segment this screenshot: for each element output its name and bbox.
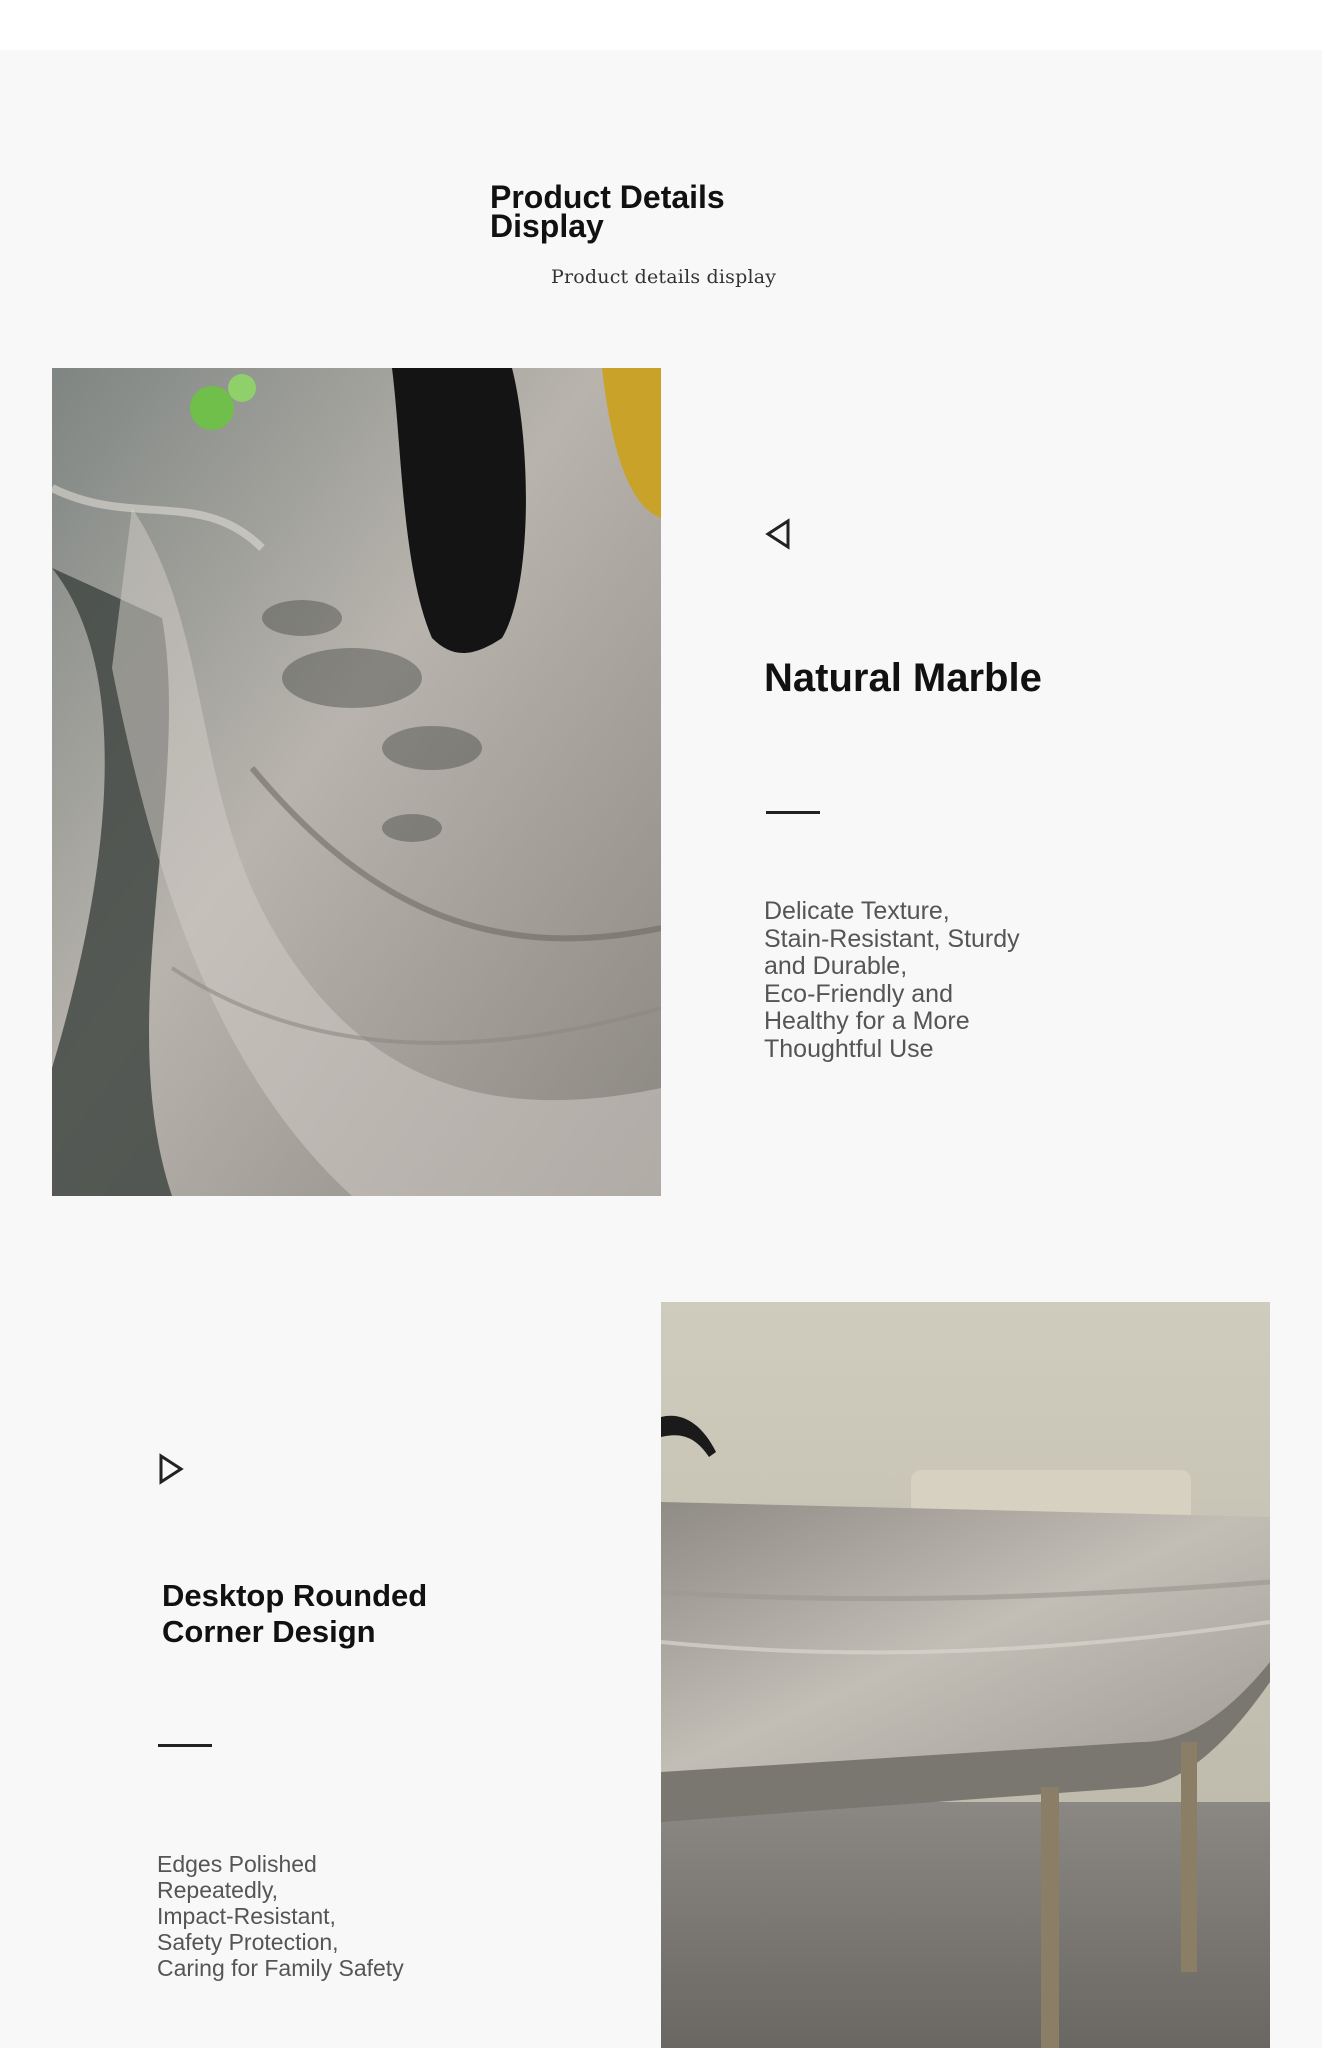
page-subtitle: Product details display — [551, 266, 777, 288]
rounded-corner-tabletop-photo — [661, 1302, 1270, 2048]
top-bar — [0, 0, 1322, 50]
feature-heading-rounded-corner: Desktop Rounded Corner Design — [162, 1578, 428, 1649]
feature-description-rounded-corner: Edges Polished Repeatedly, Impact-Resistant, Safety Protection, Caring for Family Safety — [157, 1851, 404, 1981]
divider-dash — [766, 811, 820, 814]
feature-heading-natural-marble: Natural Marble — [764, 656, 1042, 700]
page-title: Product Details Display — [490, 179, 725, 244]
triangle-right-icon — [157, 1452, 185, 1486]
divider-dash — [158, 1744, 212, 1747]
triangle-left-icon — [764, 517, 792, 551]
marble-texture-photo — [52, 368, 661, 1196]
feature-description-natural-marble: Delicate Texture, Stain-Resistant, Sturdy and Durable, Eco-Friendly and Healthy for a More Thoughtful Use — [764, 897, 1020, 1063]
